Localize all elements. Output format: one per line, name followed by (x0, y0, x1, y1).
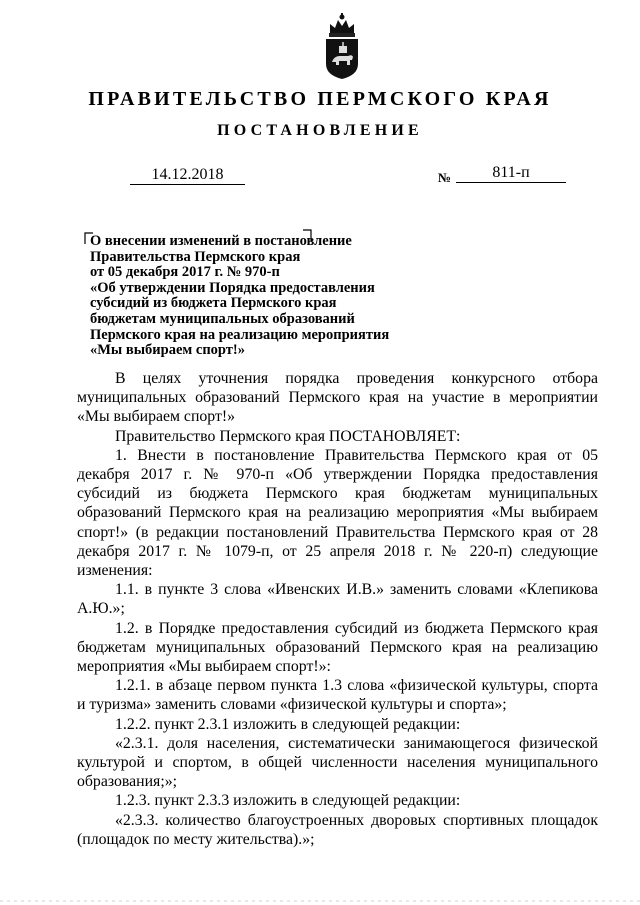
body-paragraph: 1.2.1. в абзаце первом пункта 1.3 слова «физической культуры, спорта и туризма» заменить словами «физической культуры и спорта»; (77, 677, 598, 714)
document-body (77, 369, 598, 849)
body-paragraph: 1.2. в Порядке предоставления субсидий из бюджета Пермского края бюджетам муниципальных образований Пермского края на реализацию мероприятия «Мы выбираем спорт!»: (77, 619, 598, 676)
body-paragraph: 1.2.2. пункт 2.3.1 изложить в следующей редакции: (115, 715, 461, 733)
subject-line: «Об утверждении Порядка предоставления (90, 279, 375, 296)
government-name: ПРАВИТЕЛЬСТВО ПЕРМСКОГО КРАЯ (88, 88, 552, 110)
subject-line: «Мы выбираем спорт!» (90, 342, 246, 359)
document-number: 811-п (456, 164, 566, 183)
body-paragraph: 1.2.3. пункт 2.3.3 изложить в следующей редакции: (115, 792, 461, 810)
body-paragraph: 1.1. в пункте 3 слова «Ивенских И.В.» заменить словами «Клепикова А.Ю.»; (77, 581, 598, 618)
subject-line: от 05 декабря 2017 г. № 970-п (90, 264, 280, 281)
body-paragraph: Правительство Пермского края ПОСТАНОВЛЯЕТ: (115, 427, 461, 445)
perm-krai-coat-of-arms-icon (322, 12, 362, 80)
scan-footer-artifact (0, 896, 640, 905)
document-subject (90, 234, 389, 359)
subject-line: Правительства Пермского края (90, 248, 301, 265)
subject-line: Пермского края на реализацию мероприятия (90, 326, 390, 343)
subject-line: О внесении изменений в постановление (90, 233, 352, 249)
body-paragraph: 1. Внести в постановление Правительства Пермского края от 05 декабря 2017 г. № 970-п «Об утверждении Порядка предоставления субсидий из бюджета Пермского края бюджетам муниципальных образований Пермского края на реализацию мероприятия «Мы выбираем спорт!» (в редакции постановлений Правительства Пермского края от 28 декабря 2017 г. № 1079-п, от 25 апреля 2018 г. № 220-п) следующие изменения: (77, 446, 598, 580)
body-paragraph: «2.3.3. количество благоустроенных дворовых спортивных площадок (площадок по месту жительства).»; (77, 811, 598, 848)
body-paragraph: В целях уточнения порядка проведения конкурсного отбора муниципальных образований Пермского края на участие в мероприятии «Мы выбираем спорт!» (77, 370, 598, 426)
subject-line: субсидий из бюджета Пермского края (90, 295, 337, 312)
body-paragraph: «2.3.1. доля населения, систематически занимающегося физической культурой и спортом, в общей численности населения муниципального образования;»; (77, 734, 598, 791)
document-type: ПОСТАНОВЛЕНИЕ (217, 122, 423, 139)
number-label: № (438, 170, 452, 185)
subject-line: бюджетам муниципальных образований (90, 310, 355, 327)
document-date: 14.12.2018 (130, 166, 245, 185)
